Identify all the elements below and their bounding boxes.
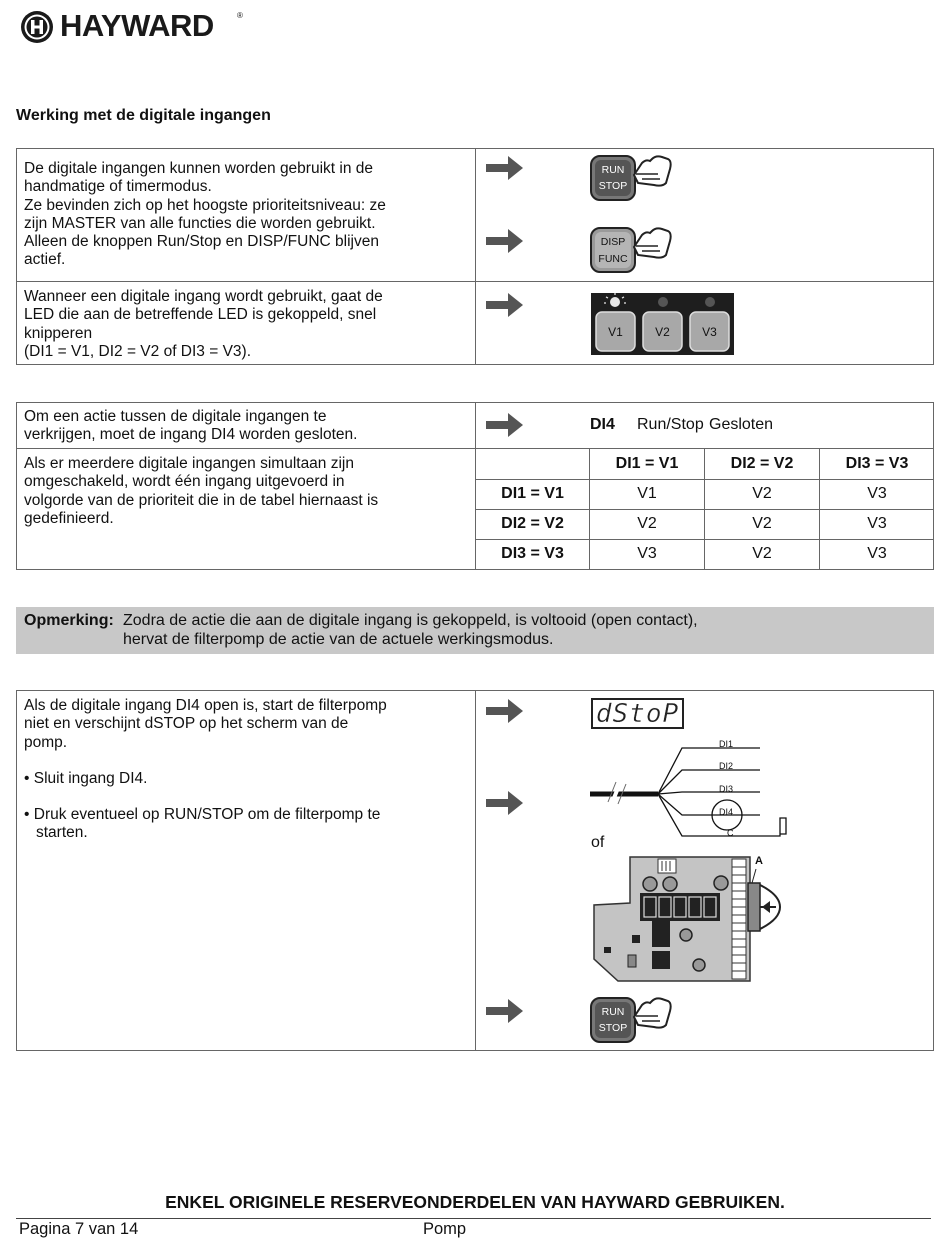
table-cell: V2: [752, 485, 772, 502]
bullet-item: • Druk eventueel op RUN/STOP om de filterpomp te: [24, 806, 381, 823]
bullet-item: • Sluit ingang DI4.: [24, 770, 148, 787]
row-header: DI1 = V1: [501, 485, 564, 502]
arrow-right-icon: [486, 698, 524, 724]
arrow-right-icon: [486, 412, 524, 438]
arrow-right-icon: [486, 155, 524, 181]
note-line-1: Zodra de actie die aan de digitale ingang is gekoppeld, is voltooid (open contact),: [123, 612, 698, 629]
circuit-board-illustration: [590, 855, 785, 985]
run-stop-label: Run/Stop: [637, 416, 704, 433]
wire-label-di4: DI4: [719, 807, 734, 817]
col-header: DI2 = V2: [730, 455, 794, 472]
footer-slogan: ENKEL ORIGINELE RESERVEONDERDELEN VAN HAYWARD GEBRUIKEN.: [165, 1192, 785, 1212]
note-label: Opmerking:: [24, 612, 114, 629]
bullet-item-continuation: starten.: [36, 824, 88, 841]
di4-label: DI4: [590, 416, 615, 433]
note-line-2: hervat de filterpomp de actie van de actuele werkingsmodus.: [123, 631, 554, 648]
table-cell: V2: [752, 515, 772, 532]
section-title: Werking met de digitale ingangen: [16, 107, 271, 124]
arrow-right-icon: [486, 292, 524, 318]
or-label: of: [591, 834, 605, 851]
col-header: DI1 = V1: [615, 455, 679, 472]
wire-label-c: C: [727, 828, 734, 838]
wire-label-di2: DI2: [719, 761, 734, 771]
wire-label-di1: DI1: [719, 739, 734, 749]
row3-text: Om een actie tussen de digitale ingangen te verkrijgen, moet de ingang DI4 worden gesloten.: [24, 408, 358, 444]
row2-text: Wanneer een digitale ingang wordt gebruikt, gaat de LED die aan de betreffende LED is gekoppeld, snel knipperen (DI1 = V1, DI2 = V2 of DI3 = V3).: [24, 288, 383, 360]
brand-name: HAYWARD: [60, 8, 214, 43]
closed-state-label: Gesloten: [709, 416, 774, 433]
key-v2: V2: [655, 325, 670, 339]
row5-text: Als de digitale ingang DI4 open is, start de filterpomp niet en verschijnt dSTOP op het scherm van de pomp.: [24, 697, 387, 751]
table-cell: V3: [867, 485, 887, 502]
table-cell: V3: [867, 515, 887, 532]
row-header: DI3 = V3: [501, 545, 564, 562]
table-cell: V2: [752, 545, 772, 562]
table-cell: V3: [867, 545, 887, 562]
page-number: Pagina 7 van 14: [19, 1220, 139, 1238]
wiring-diagram: [590, 740, 790, 845]
run-stop-button-illustration: RUN STOP: [590, 997, 680, 1045]
row1-text: De digitale ingangen kunnen worden gebruikt in de handmatige of timermodus. Ze bevinden zich op het hoogste prioriteitsniveau: ze zijn MASTER van alle functies die worden gebruikt. Alleen de knoppen Run/Stop en DISP/FUNC blijven actief.: [24, 160, 386, 269]
col-header: DI3 = V3: [845, 455, 909, 472]
valve-keypad-illustration: [591, 293, 734, 355]
table-cell: V2: [637, 515, 657, 532]
table-cell: V1: [637, 485, 657, 502]
key-v1: V1: [608, 325, 623, 339]
arrow-right-icon: [486, 998, 524, 1024]
registered-mark: ®: [237, 11, 243, 20]
table-cell: V3: [637, 545, 657, 562]
disp-func-button-illustration: DISP FUNC: [590, 227, 680, 275]
row4-text: Als er meerdere digitale ingangen simultaan zijn omgeschakeld, wordt één ingang uitgevoerd in volgorde van de prioriteit die in de tabel hiernaast is gedefinieerd.: [24, 455, 379, 527]
display-dstop: dStoP: [591, 698, 684, 729]
arrow-right-icon: [486, 790, 524, 816]
run-stop-button-illustration: RUN STOP: [590, 155, 680, 203]
wire-label-di3: DI3: [719, 784, 734, 794]
footer-divider: [16, 1218, 931, 1219]
product-name: Pomp: [423, 1220, 467, 1238]
note-box: [16, 607, 934, 654]
row-header: DI2 = V2: [501, 515, 564, 532]
key-v3: V3: [702, 325, 717, 339]
board-label-a: A: [755, 855, 763, 867]
arrow-right-icon: [486, 228, 524, 254]
